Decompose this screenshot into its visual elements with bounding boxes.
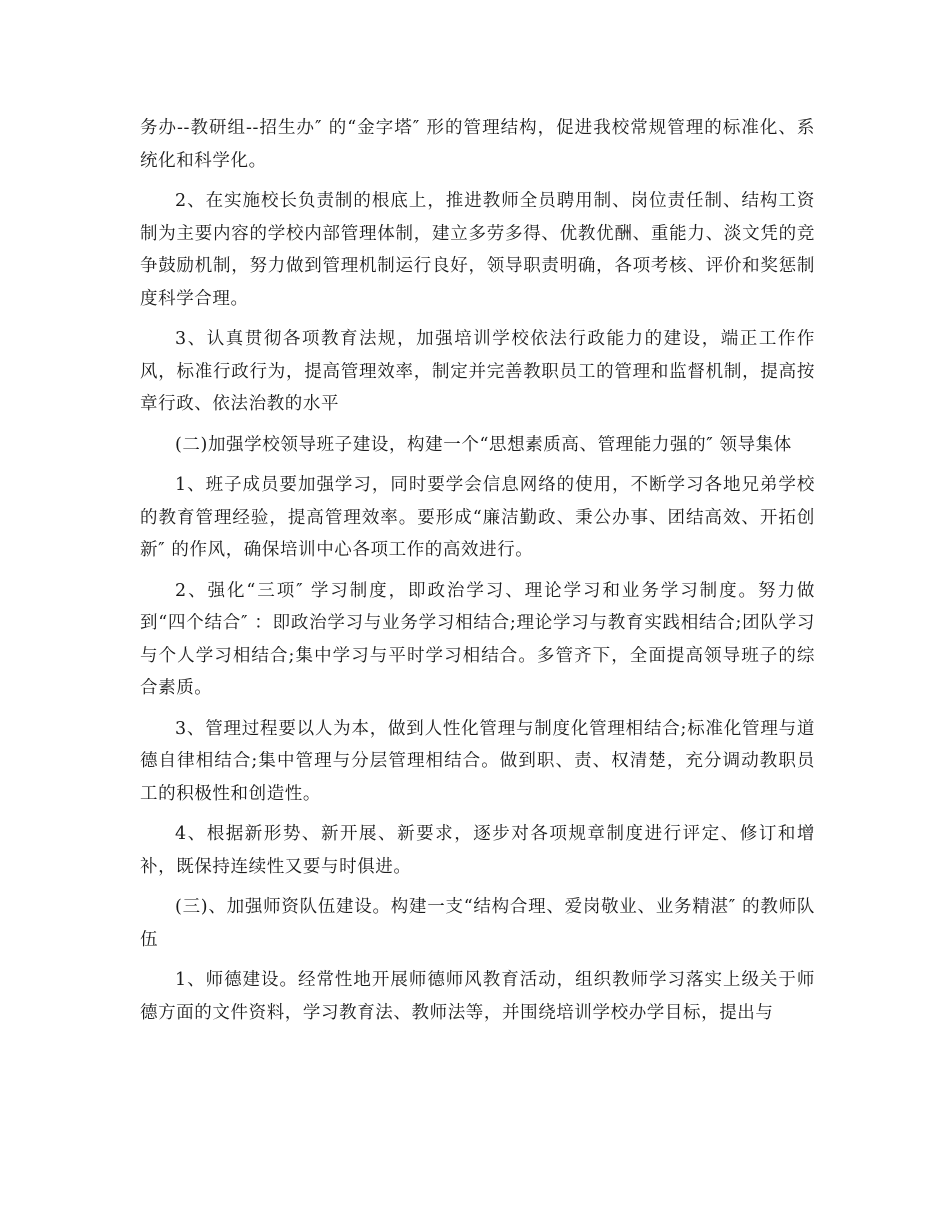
paragraph-item-4-rules-revision: 4、根据新形势、新开展、新要求，逐步对各项规章制度进行评定、修订和增补，既保持连续性又要与时俱进。 bbox=[140, 824, 815, 877]
section-heading-leadership: (二)加强学校领导班子建设，构建一个“思想素质高、管理能力强的″ 领导集体 bbox=[175, 434, 792, 455]
section-heading-teacher-team: (三)、加强师资队伍建设。构建一支“结构合理、爱岗敬业、业务精湛″ 的教师队伍 bbox=[140, 897, 815, 950]
paragraph-continuation: 务办--教研组--招生办″ 的“金字塔″ 形的管理结构，促进我校常规管理的标准化、系统化和科学化。 bbox=[140, 118, 815, 171]
paragraph-item-3-people-oriented: 3、管理过程要以人为本，做到人性化管理与制度化管理相结合;标准化管理与道德自律相结合;集中管理与分层管理相结合。做到职、责、权清楚，充分调动教职员工的积极性和创造性。 bbox=[140, 718, 815, 804]
paragraph-item-2-management-system: 2、在实施校长负责制的根底上，推进教师全员聘用制、岗位责任制、结构工资制为主要内容的学校内部管理体制，建立多劳多得、优教优酬、重能力、淡文凭的竞争鼓励机制，努力做到管理机制运行良好，领导职责明确，各项考核、评价和奖惩制度科学合理。 bbox=[140, 191, 815, 309]
paragraph-item-3-law-based-admin: 3、认真贯彻各项教育法规，加强培训学校依法行政能力的建设，端正工作作风，标准行政行为，提高管理效率，制定并完善教职员工的管理和监督机制，提高按章行政、依法治教的水平 bbox=[140, 329, 815, 414]
paragraph-item-1-ethics: 1、师德建设。经常性地开展师德师风教育活动，组织教师学习落实上级关于师德方面的文件资料，学习教育法、教师法等，并围绕培训学校办学目标，提出与 bbox=[140, 970, 815, 1023]
paragraph-item-1-team-study: 1、班子成员要加强学习，同时要学会信息网络的使用，不断学习各地兄弟学校的教育管理经验，提高管理效率。要形成“廉洁勤政、秉公办事、团结高效、开拓创新″ 的作风，确保培训中心各项工作的高效进行。 bbox=[140, 475, 815, 560]
document-body bbox=[140, 112, 815, 1037]
paragraph-item-2-three-study: 2、强化“三项″ 学习制度，即政治学习、理论学习和业务学习制度。努力做到“四个结合″ ：即政治学习与业务学习相结合;理论学习与教育实践相结合;团队学习与个人学习相结合;集中学习与平时学习相结合。多管齐下，全面提高领导班子的综合素质。 bbox=[140, 580, 815, 698]
